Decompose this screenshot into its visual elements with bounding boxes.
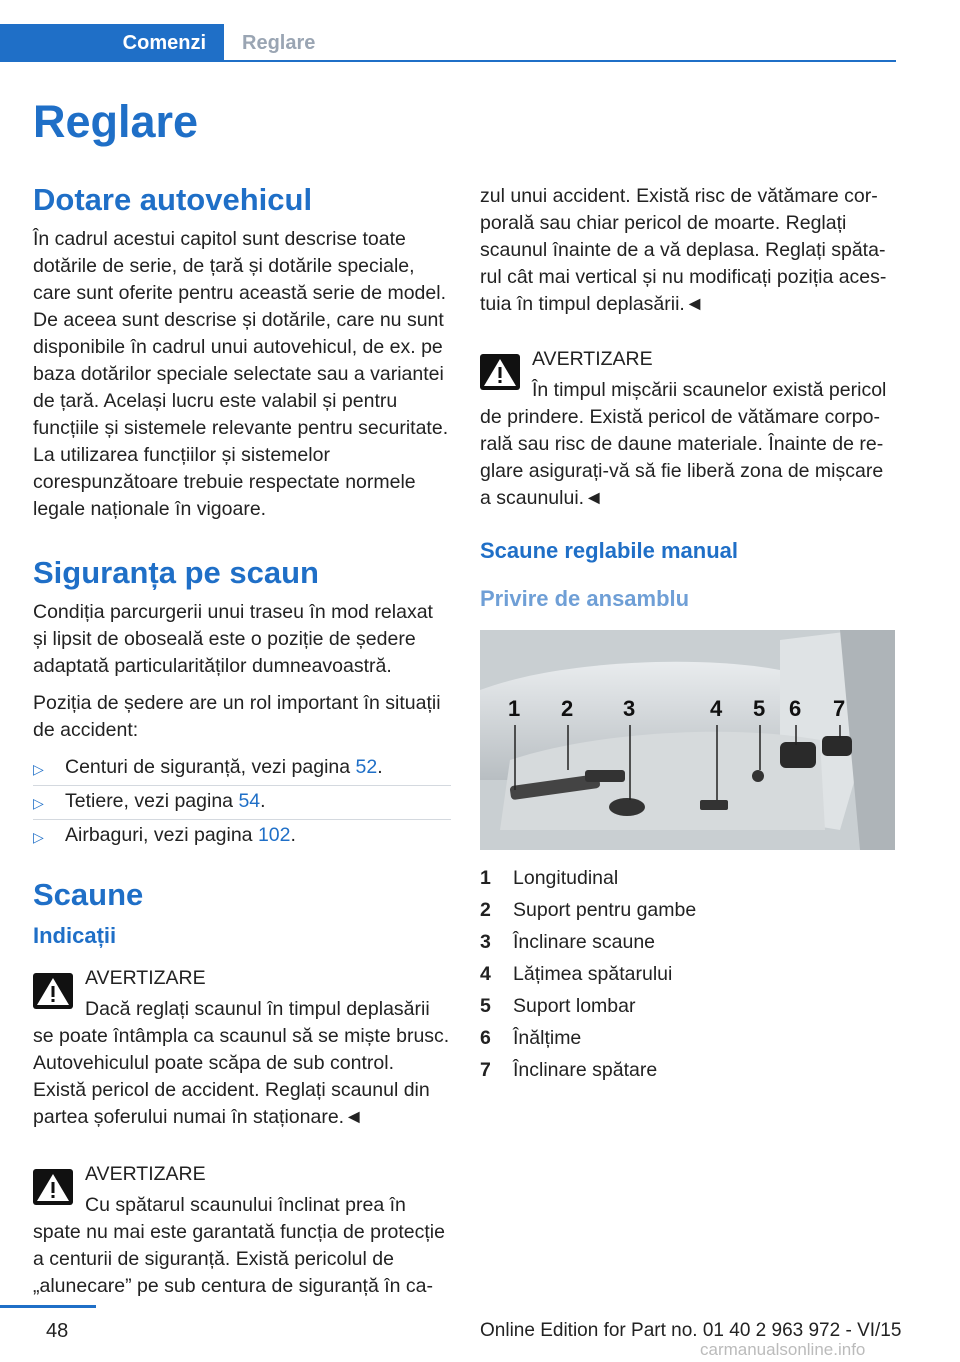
warning-text: se poate întâmpla ca scaunul să se miște brusc. Autovehiculul poate scăpa de sub control. Există pericol de accident. Reglați scaunul din partea șoferului numai în staționare.◄ [33,1025,450,1128]
triangle-bullet-icon: ▷ [33,795,44,811]
page-link-102[interactable]: 102 [257,824,291,846]
left-column [33,180,451,1300]
triangle-bullet-icon: ▷ [33,829,44,845]
section-title-vehicle-equipment: Dotare autovehicul [33,182,313,217]
seat-controls-figure [480,630,895,850]
figure-label-5: 5 [753,696,766,721]
warning-heading: AVERTIZARE [85,967,206,989]
legend-item: 2 Suport pentru gambe [480,899,697,921]
subsection-title-overview: Privire de ansamblu [480,586,690,611]
figure-label-6: 6 [789,696,802,721]
warning-triangle-icon [480,354,520,390]
warning-first-line: Dacă reglați scaunul în timpul deplasării [85,998,430,1020]
warning-heading: AVERTIZARE [532,348,653,370]
warning-block-1 [33,965,451,1131]
legend-item: 6 Înălțime [480,1027,582,1049]
list-item: ▷ Tetiere, vezi pagina 54. [33,786,451,820]
seat-illustration [480,630,895,850]
right-column [480,183,898,1086]
section-title-seats: Scaune [33,877,144,912]
subsection-title-manual-seats: Scaune reglabile manual [480,538,738,563]
figure-label-7: 7 [833,696,846,721]
footer-divider [0,1305,96,1308]
list-item: ▷ Centuri de siguranță, vezi pagina 52. [33,752,451,786]
warning-triangle-icon [33,1169,73,1205]
list-item: ▷ Airbaguri, vezi pagina 102. [33,820,451,853]
warning-text: de prindere. Există pericol de vătămare corporală sau risc de daune materiale. Înainte de reglare asigurați-vă să fie liberă zona de mișcare a scaunului.◄ [480,406,884,509]
figure-label-3: 3 [623,696,636,721]
watermark: carmanualsonline.info [700,1340,866,1359]
header-bar [0,0,960,62]
edition-info: Online Edition for Part no. 01 40 2 963 972 - VI/15 [480,1320,902,1341]
figure-label-2: 2 [561,696,574,721]
warning-triangle-icon [33,973,73,1009]
warning-heading: AVERTIZARE [85,1163,206,1185]
tab-commands[interactable]: Comenzi [0,24,224,62]
tab-adjust[interactable]: Reglare [242,31,316,54]
figure-legend [480,862,898,1086]
legend-item: 5 Suport lombar [480,995,636,1017]
warning-block-2 [33,1161,451,1300]
page-link-54[interactable]: 54 [238,790,261,812]
section-title-seat-safety: Siguranța pe scaun [33,555,319,590]
warning-first-line: Cu spătarul scaunului înclinat prea în [85,1194,406,1216]
page-link-52[interactable]: 52 [355,756,378,778]
page-number: 48 [46,1320,69,1342]
legend-item: 7 Înclinare spătare [480,1059,658,1081]
subsection-title-notes: Indicații [33,923,117,948]
continued-warning-text: zul unui accident. Există risc de vătămare corporală sau chiar pericol de moarte. Reglați scaunul înainte de a vă deplasa. Reglați spătarul cât mai vertical și nu modificați poziția acestuia în timpul deplasării.◄ [480,185,887,315]
header-divider [224,60,896,62]
warning-text: spate nu mai este garantată funcția de protecție a centurii de siguranță. Există pericolul de „alunecare” pe sub centura de siguranță în ca- [33,1221,445,1297]
warning-block-3 [480,346,898,512]
figure-label-1: 1 [508,696,521,721]
legend-item: 3 Înclinare scaune [480,931,656,953]
warning-first-line: În timpul mișcării scaunelor există pericol [532,379,887,401]
page-title: Reglare [33,96,199,147]
section-text-vehicle-equipment: În cadrul acestui capitol sunt descrise toate dotările de serie, de țară și dotările speciale, care sunt oferite pentru această serie de model. De aceea sunt descrise și dotările, care nu sunt disponibile în cadrul unui autovehicul, de ex. pe baza dotărilor speciale selectate sau a variantei de țară. Același lucru este valabil și pentru funcțiile și sistemele relevante pentru securitate. La utilizarea funcțiilor și sistemelor corespunzătoare trebuie respectate normele legale naționale în vigoare. [33,228,449,520]
reference-list [33,752,451,853]
figure-label-4: 4 [710,696,723,721]
triangle-bullet-icon: ▷ [33,761,44,777]
legend-item: 1 Longitudinal [480,867,619,889]
legend-item: 4 Lățimea spătarului [480,963,673,985]
seat-safety-paragraph-2: Poziția de ședere are un rol important în situații de accident: [33,692,441,741]
seat-safety-paragraph-1: Condiția parcurgerii unui traseu în mod relaxat și lipsit de oboseală este o poziție de ședere adaptată particularităților dumneavoastră. [33,601,433,677]
